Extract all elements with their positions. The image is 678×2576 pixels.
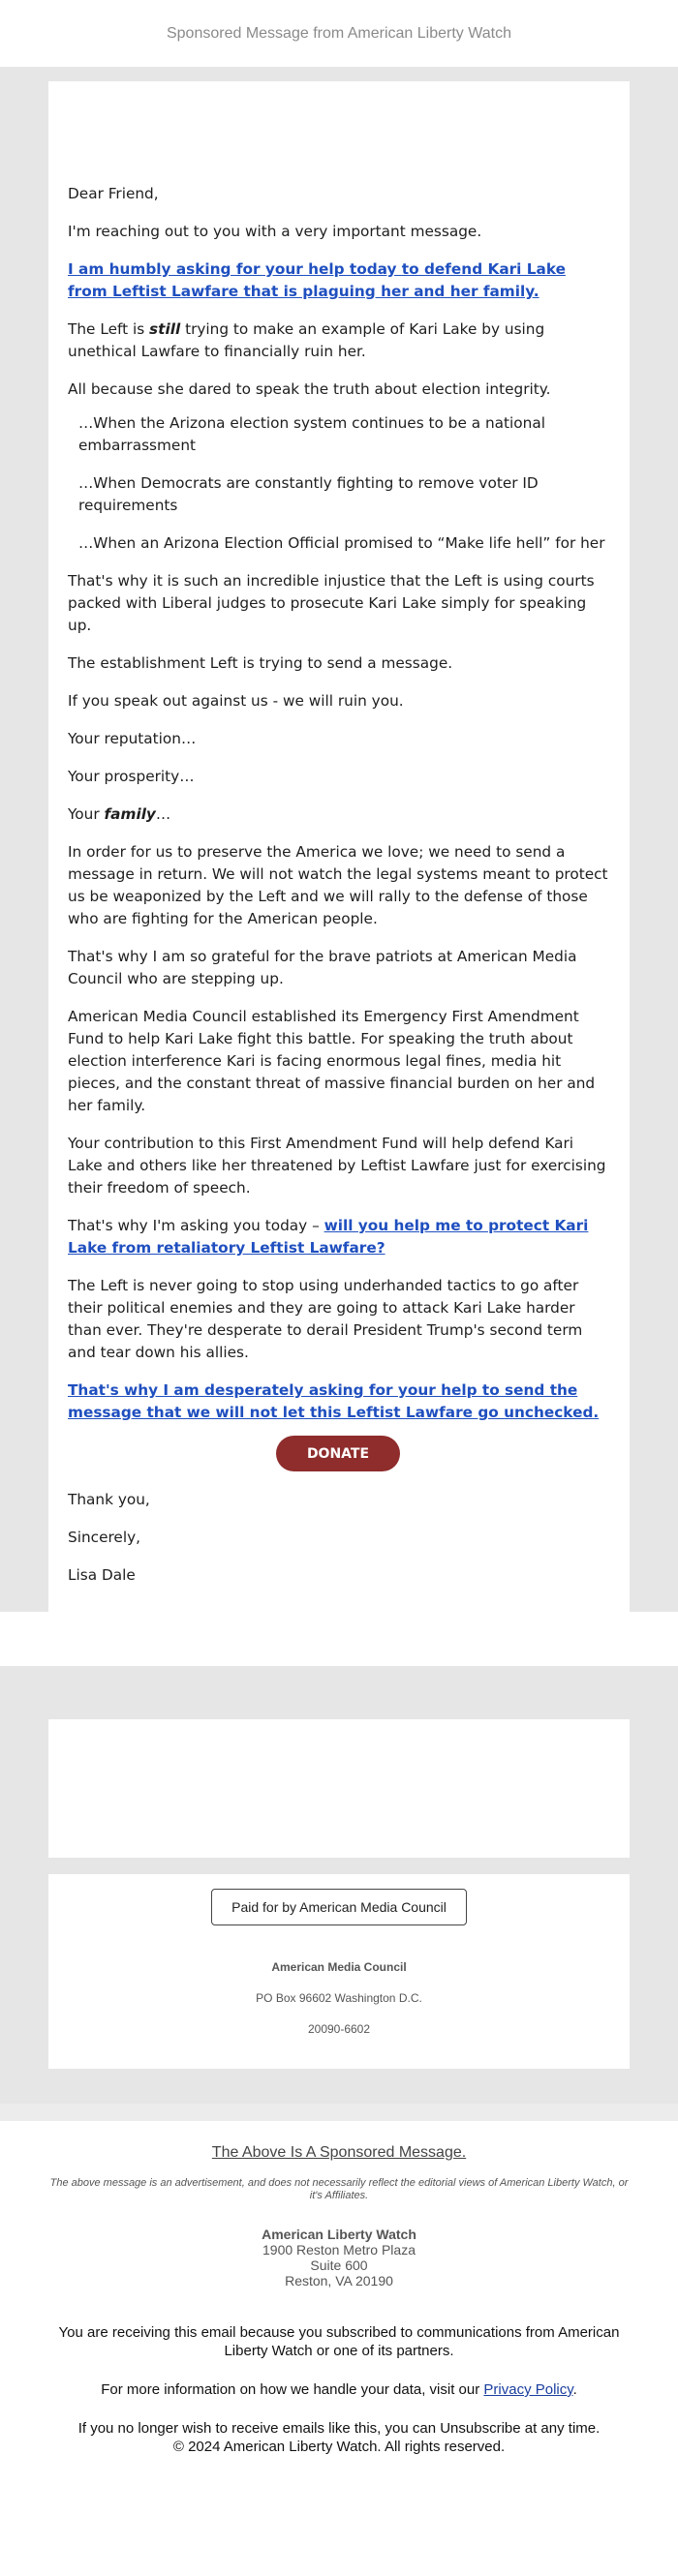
help-link-1[interactable]: I am humbly asking for your help today to defend Kari Lake from Leftist Lawfare that is plaguing her and her family. — [68, 260, 566, 300]
ask-paragraph: That's why I'm asking you today – will you help me to protect Kari Lake from retaliatory Leftist Lawfare? — [68, 1217, 589, 1257]
preserve-paragraph: In order for us to preserve the America we love; we need to send a message in return. We will not watch the legal systems meant to protect us be weaponized by the Left and we will rally to the defense of those who are fighting for the American people. — [68, 843, 608, 927]
grateful-paragraph: That's why I am so grateful for the brave patriots at American Media Council who are stepping up. — [68, 948, 577, 987]
underhanded-paragraph: The Left is never going to stop using underhanded tactics to go after their political enemies and they are going to attack Kari Lake harder than ever. They're desperate to derail President Trump's second term and tear down his allies. — [68, 1277, 583, 1361]
election-paragraph: All because she dared to speak the truth about election integrity. — [68, 380, 551, 398]
prosperity-line: Your prosperity… — [68, 768, 195, 785]
paid-org-name: American Media Council — [271, 1960, 407, 1974]
footer-address-1: 1900 Reston Metro Plaza — [262, 2242, 416, 2258]
reasons-list — [68, 412, 608, 555]
paid-address-1: PO Box 96602 Washington D.C. — [256, 1991, 422, 2005]
unsubscribe-note: If you no longer wish to receive emails like this, you can Unsubscribe at any time. — [77, 2420, 601, 2437]
sponsored-header-text: Sponsored Message from American Liberty Watch — [166, 24, 511, 42]
paid-for-box: Paid for by American Media Council — [211, 1889, 467, 1925]
paid-card — [48, 1874, 630, 2069]
list-item: …When the Arizona election system continues to be a national embarrassment — [78, 414, 545, 454]
footer-divider — [0, 2104, 678, 2121]
intro-paragraph: I'm reaching out to you with a very important message. — [68, 223, 482, 240]
donate-wrap — [68, 1436, 608, 1471]
list-item: …When Democrats are constantly fighting to remove voter ID requirements — [78, 474, 539, 514]
donate-button[interactable]: DONATE — [276, 1436, 400, 1471]
list-item: …When an Arizona Election Official promised to “Make life hell” for her — [78, 534, 605, 552]
sponsored-header — [0, 0, 678, 67]
still-paragraph: The Left is still trying to make an example of Kari Lake by using unethical Lawfare to financially ruin her. — [68, 320, 545, 360]
family-line: Your family… — [68, 805, 171, 823]
injustice-paragraph: That's why it is such an incredible injustice that the Left is using courts packed with Liberal judges to prosecute Kari Lake simply for speaking up. — [68, 572, 595, 634]
footer-address-2: Suite 600 — [310, 2258, 368, 2273]
paid-address-2: 20090-6602 — [307, 2022, 371, 2036]
contribution-paragraph: Your contribution to this First Amendment Fund will help defend Kari Lake and others like her threatened by Leftist Lawfare just for exercising their freedom of speech. — [68, 1135, 606, 1197]
disclaimer-heading: The Above Is A Sponsored Message. — [211, 2144, 467, 2161]
footer — [0, 2121, 678, 2576]
copyright: © 2024 American Liberty Watch. All rights reserved. — [172, 2439, 506, 2455]
help-link-2[interactable]: That's why I am desperately asking for your help to send the message that we will not let this Leftist Lawfare go unchecked. — [68, 1381, 600, 1421]
letter-band — [0, 67, 678, 1612]
footer-address-3: Reston, VA 20190 — [285, 2273, 393, 2288]
closing-thanks: Thank you, — [68, 1491, 150, 1508]
threat-paragraph: If you speak out against us - we will ruin you. — [68, 692, 404, 710]
fund-paragraph: American Media Council established its Emergency First Amendment Fund to help Kari Lake fight this battle. For speaking the truth about election interference Kari is facing enormous legal fines, media hit pieces, and the constant threat of massive financial burden on her and her family. — [68, 1008, 596, 1114]
paid-band — [0, 1666, 678, 2104]
section-gap — [0, 1612, 678, 1666]
protect-link[interactable]: will you help me to protect Kari Lake from retaliatory Leftist Lawfare? — [68, 1217, 589, 1257]
closing-sincerely: Sincerely, — [68, 1529, 141, 1546]
letter-card — [48, 81, 630, 1612]
establishment-paragraph: The establishment Left is trying to send a message. — [68, 654, 453, 672]
subscription-note: You are receiving this email because you subscribed to communications from American Liberty Watch or one of its partners. — [58, 2324, 620, 2359]
greeting: Dear Friend, — [68, 185, 159, 202]
footer-org-name: American Liberty Watch — [262, 2227, 416, 2242]
reputation-line: Your reputation… — [68, 730, 197, 747]
privacy-policy-link[interactable]: Privacy Policy — [483, 2381, 573, 2398]
empty-card — [48, 1719, 630, 1858]
disclaimer-text: The above message is an advertisement, and does not necessarily reflect the editorial views of American Liberty Watch, or it's Affiliates. — [49, 2177, 629, 2201]
signature: Lisa Dale — [68, 1566, 136, 1584]
privacy-note: For more information on how we handle your data, visit our Privacy Policy. — [101, 2381, 577, 2398]
